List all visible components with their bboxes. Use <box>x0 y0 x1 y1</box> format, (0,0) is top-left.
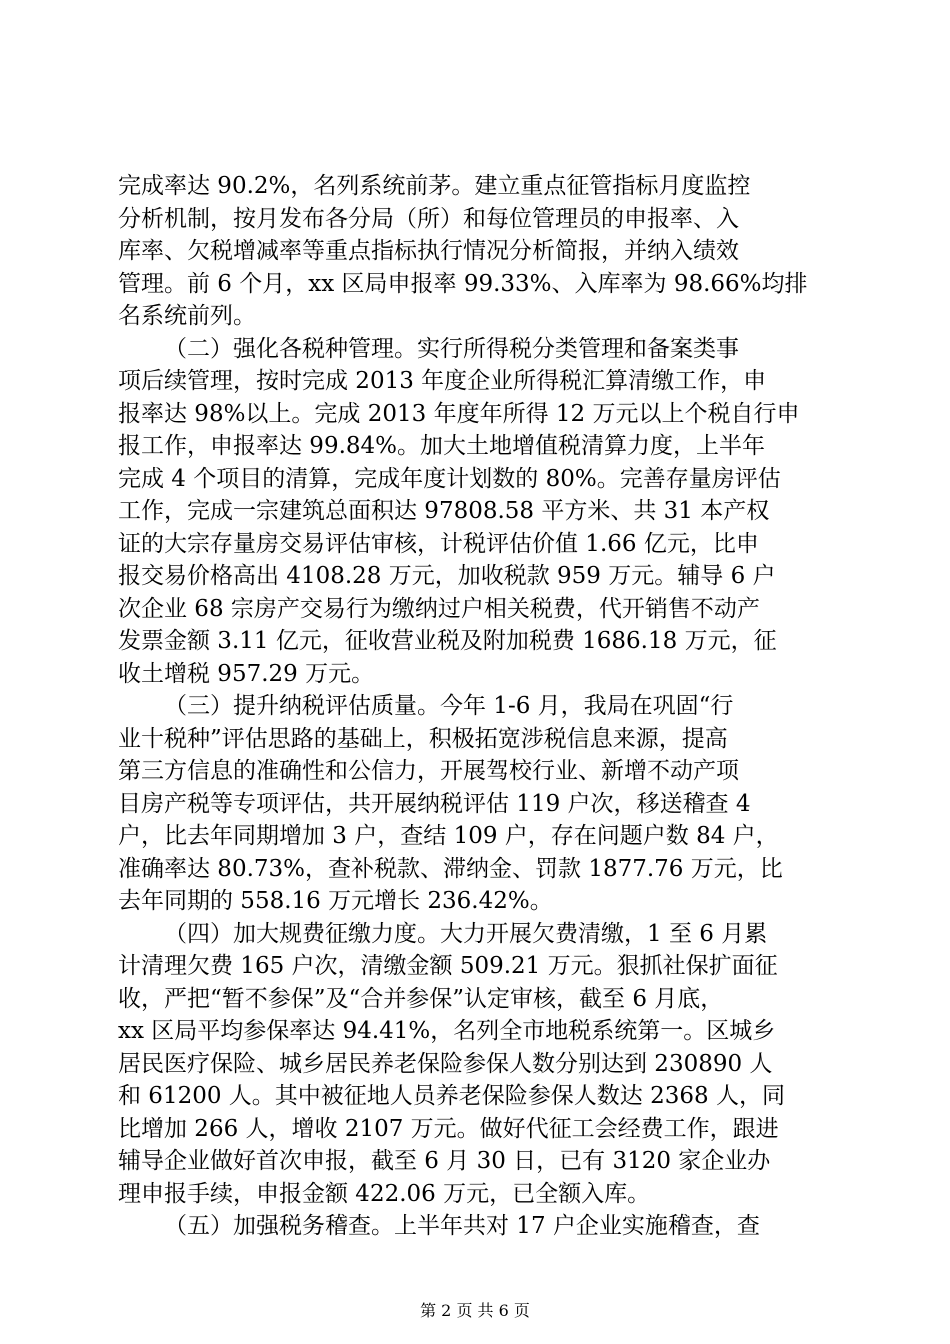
text-line: 证的大宗存量房交易评估审核，计税评估价值 1.66 亿元，比申 <box>118 531 759 557</box>
text-line: 户，比去年同期增加 3 户，查结 109 户，存在问题户数 84 户， <box>118 823 779 849</box>
text-line: 理申报手续，申报金额 422.06 万元，已全额入库。 <box>118 1181 651 1207</box>
text-line: 准确率达 80.73%，查补税款、滞纳金、罚款 1877.76 万元，比 <box>118 856 783 882</box>
paragraph-start-line: （四）加大规费征缴力度。大力开展欠费清缴，1 至 6 月累 <box>164 921 768 947</box>
paragraph-start-line: （三）提升纳税评估质量。今年 1-6 月，我局在巩固“行 <box>164 693 734 719</box>
text-line: 去年同期的 558.16 万元增长 236.42%。 <box>118 888 553 914</box>
text-line: 居民医疗保险、城乡居民养老保险参保人数分别达到 230890 人 <box>118 1051 773 1077</box>
text-line: 库率、欠税增减率等重点指标执行情况分析简报，并纳入绩效 <box>118 238 739 264</box>
text-line: 辅导企业做好首次申报，截至 6 月 30 日，已有 3120 家企业办 <box>118 1148 771 1174</box>
text-line: 完成 4 个项目的清算，完成年度计划数的 80%。完善存量房评估 <box>118 466 781 492</box>
text-line: xx 区局平均参保率达 94.41%，名列全市地税系统第一。区城乡 <box>118 1018 776 1044</box>
text-line: 比增加 266 人，增收 2107 万元。做好代征工会经费工作，跟进 <box>118 1116 779 1142</box>
text-line: 项后续管理，按时完成 2013 年度企业所得税汇算清缴工作，申 <box>118 368 767 394</box>
text-line: 目房产税等专项评估，共开展纳税评估 119 户次，移送稽查 4 <box>118 791 751 817</box>
text-line: 完成率达 90.2%，名列系统前茅。建立重点征管指标月度监控 <box>118 173 751 199</box>
text-line: 业十税种”评估思路的基础上，积极拓宽涉税信息来源，提高 <box>118 726 728 752</box>
text-line: 收土增税 957.29 万元。 <box>118 661 375 687</box>
text-line: 名系统前列。 <box>118 303 256 329</box>
paragraph-start-line: （二）强化各税种管理。实行所得税分类管理和备案类事 <box>164 336 739 362</box>
paragraph-start-line: （五）加强税务稽查。上半年共对 17 户企业实施稽查，查 <box>164 1213 760 1239</box>
text-line: 计清理欠费 165 户次，清缴金额 509.21 万元。狠抓社保扩面征 <box>118 953 778 979</box>
text-line: 报交易价格高出 4108.28 万元，加收税款 959 万元。辅导 6 户 <box>118 563 776 589</box>
page-footer: 第 2 页 共 6 页 <box>420 1301 530 1320</box>
text-line: 管理。前 6 个月，xx 区局申报率 99.33%、入库率为 98.66%均排 <box>118 271 808 297</box>
text-line: 次企业 68 宗房产交易行为缴纳过户相关税费，代开销售不动产 <box>118 596 760 622</box>
text-line: 收，严把“暂不参保”及“合并参保”认定审核，截至 6 月底， <box>118 986 724 1012</box>
text-line: 和 61200 人。其中被征地人员养老保险参保人数达 2368 人，同 <box>118 1083 785 1109</box>
text-line: 报工作，申报率达 99.84%。加大土地增值税清算力度，上半年 <box>118 433 766 459</box>
text-line: 报率达 98%以上。完成 2013 年度年所得 12 万元以上个税自行申 <box>118 401 800 427</box>
text-line: 分析机制，按月发布各分局（所）和每位管理员的申报率、入 <box>118 206 739 232</box>
text-line: 工作，完成一宗建筑总面积达 97808.58 平方米、共 31 本产权 <box>118 498 770 524</box>
text-line: 发票金额 3.11 亿元，征收营业税及附加税费 1686.18 万元，征 <box>118 628 777 654</box>
text-line: 第三方信息的准确性和公信力，开展驾校行业、新增不动产项 <box>118 758 739 784</box>
